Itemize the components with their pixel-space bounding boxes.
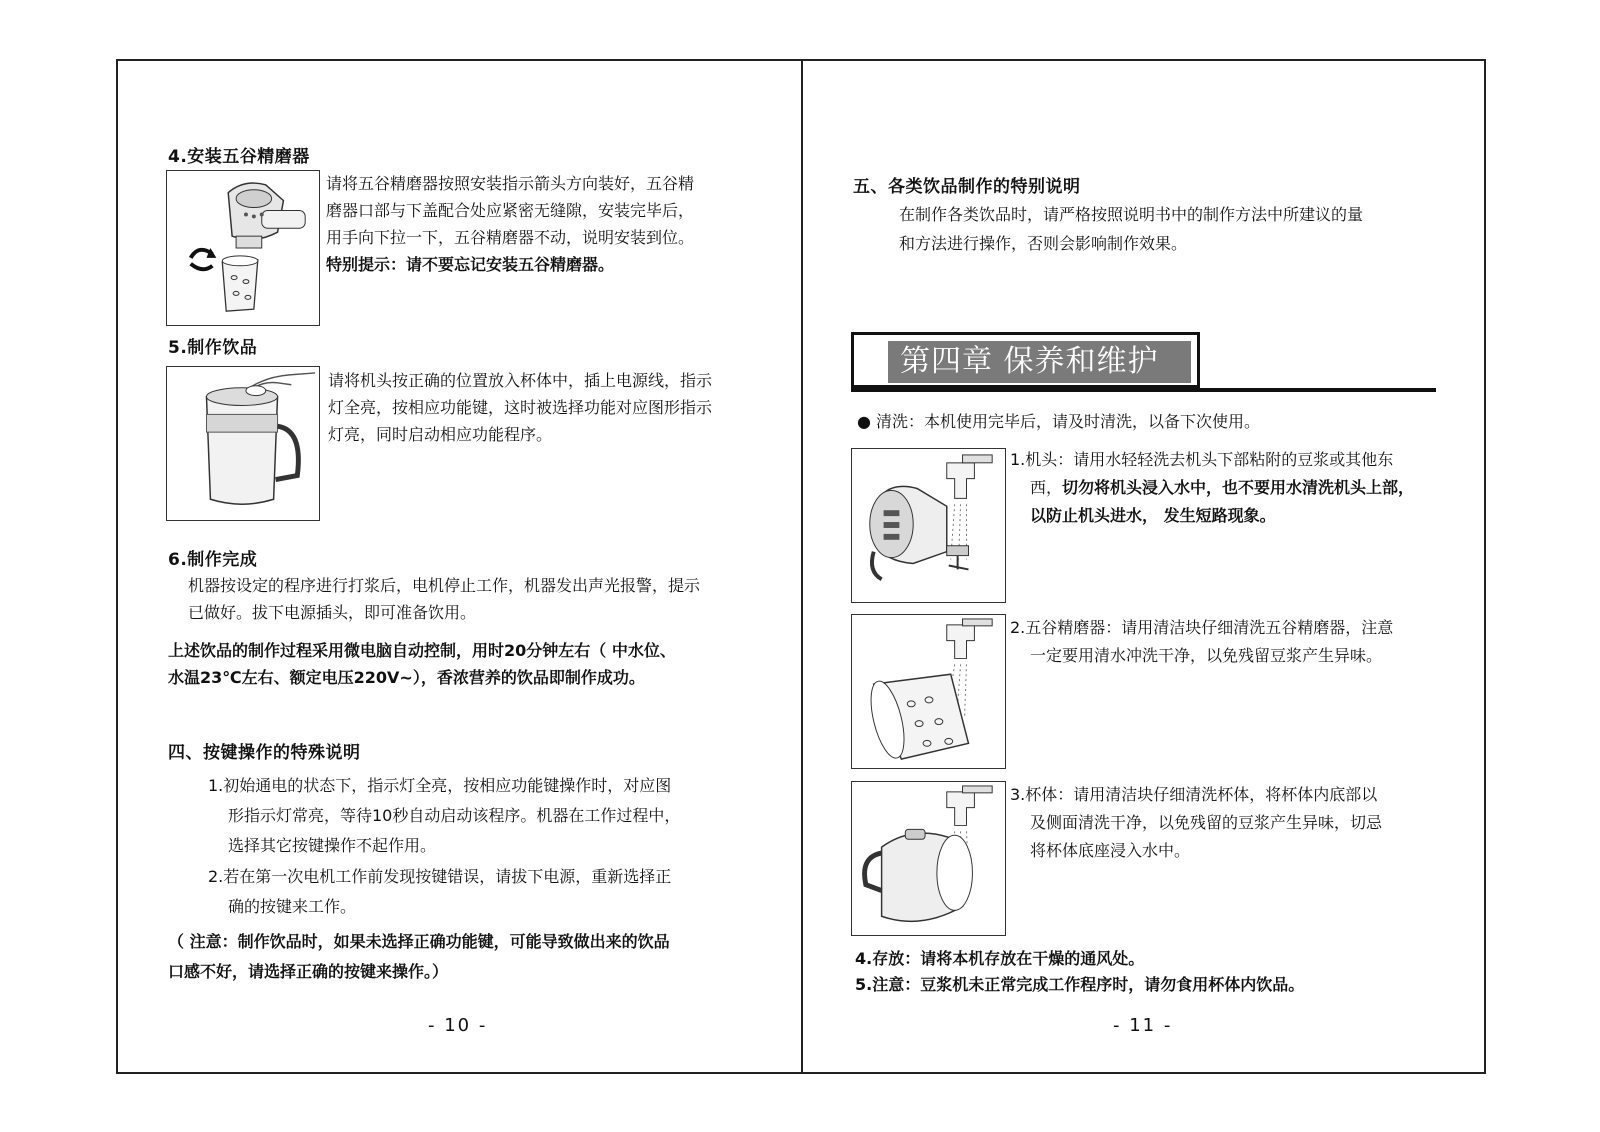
section-4-line-2: 磨器口部与下盖配合处应紧密无缝隙，安装完毕后，: [326, 201, 695, 220]
make-drink-figure: [166, 366, 320, 521]
clean-item-1-line-2-plain: 西，: [1030, 478, 1063, 497]
section-4-tip: 特别提示：请不要忘记安装五谷精磨器。: [326, 255, 615, 274]
section-five-line-2: 和方法进行操作，否则会影响制作效果。: [899, 234, 1188, 253]
key-item-1-line-3: 选择其它按键操作不起作用。: [228, 836, 437, 855]
head-cleaning-illustration: [852, 449, 1005, 602]
clean-item-1-line-1: 1.机头：请用水轻轻洗去机头下部粘附的豆浆或其他东: [1010, 450, 1394, 469]
key-item-1-line-2: 形指示灯常亮，等待10秒自动启动该程序。机器在工作过程中，: [228, 806, 681, 825]
cup-cleaning-figure: [851, 781, 1006, 936]
grinder-install-figure: [166, 170, 320, 326]
grinder-install-illustration: [167, 171, 319, 325]
section-6-line-1: 机器按设定的程序进行打浆后，电机停止工作，机器发出声光报警，提示: [188, 576, 701, 595]
make-drink-illustration: [167, 367, 319, 520]
clean-item-3-line-3: 将杯体底座浸入水中。: [1030, 841, 1191, 860]
grinder-cleaning-figure: [851, 614, 1006, 769]
head-cleaning-figure: [851, 448, 1006, 603]
summary-line-1: 上述饮品的制作过程采用微电脑自动控制，用时20分钟左右（ 中水位、: [168, 641, 676, 660]
key-note-line-1: （ 注意：制作饮品时，如果未选择正确功能键，可能导致做出来的饮品: [168, 932, 670, 951]
summary-line-2: 水温23℃左右、额定电压220V~），香浓营养的饮品即制作成功。: [168, 668, 645, 687]
section-4-line-3: 用手向下拉一下，五谷精磨器不动，说明安装到位。: [326, 228, 695, 247]
cleaning-intro: ● 清洗：本机使用完毕后，请及时清洗，以备下次使用。: [857, 412, 1261, 431]
clean-item-2-line-1: 2.五谷精磨器：请用清洁块仔细清洗五谷精磨器，注意: [1010, 618, 1394, 637]
chapter-rule: [851, 388, 1436, 392]
clean-item-2-line-2: 一定要用清水冲洗干净，以免残留豆浆产生异味。: [1030, 646, 1383, 665]
section-4-line-1: 请将五谷精磨器按照安装指示箭头方向装好，五谷精: [326, 174, 695, 193]
section-four-title: 四、按键操作的特殊说明: [168, 743, 361, 763]
section-5-line-3: 灯亮，同时启动相应功能程序。: [328, 425, 553, 444]
section-five-title: 五、各类饮品制作的特别说明: [853, 177, 1081, 197]
page-number-left: - 10 -: [428, 1015, 488, 1036]
section-5-line-2: 灯全亮，按相应功能键，这时被选择功能对应图形指示: [328, 398, 713, 417]
key-note-line-2: 口感不好，请选择正确的按键来操作。）: [168, 962, 449, 981]
grinder-cleaning-illustration: [852, 615, 1005, 768]
section-4-title: 4.安装五谷精磨器: [168, 147, 310, 167]
section-5-line-1: 请将机头按正确的位置放入杯体中，插上电源线，指示: [328, 371, 713, 390]
key-item-1-line-1: 1.初始通电的状态下，指示灯全亮，按相应功能键操作时，对应图: [208, 776, 672, 795]
clean-item-3-line-1: 3.杯体：请用清洁块仔细清洗杯体，将杯体内底部以: [1010, 785, 1378, 804]
section-five-line-1: 在制作各类饮品时，请严格按照说明书中的制作方法中所建议的量: [899, 205, 1364, 224]
clean-item-3-line-2: 及侧面清洗干净，以免残留的豆浆产生异味，切忌: [1030, 813, 1383, 832]
section-6-title: 6.制作完成: [168, 550, 258, 570]
key-item-2-line-2: 确的按键来工作。: [228, 897, 357, 916]
cup-cleaning-illustration: [852, 782, 1005, 935]
key-item-2-line-1: 2.若在第一次电机工作前发现按键错误，请拔下电源，重新选择正: [208, 867, 672, 886]
clean-item-1-line-3: 以防止机头进水， 发生短路现象。: [1030, 506, 1276, 525]
clean-item-1-line-2: [1030, 474, 1414, 501]
section-5-title: 5.制作饮品: [168, 338, 258, 358]
page-divider: [801, 59, 803, 1074]
page-number-right: - 11 -: [1113, 1015, 1173, 1036]
clean-item-1-warning: 切勿将机头浸入水中，也不要用水清洗机头上部，: [1062, 478, 1415, 497]
chapter-title: 第四章 保养和维护: [888, 341, 1191, 383]
storage-note: 4.存放：请将本机存放在干燥的通风处。: [855, 949, 1145, 968]
caution-note: 5.注意：豆浆机未正常完成工作程序时，请勿食用杯体内饮品。: [855, 975, 1305, 994]
section-6-line-2: 已做好。拔下电源插头，即可准备饮用。: [188, 603, 477, 622]
